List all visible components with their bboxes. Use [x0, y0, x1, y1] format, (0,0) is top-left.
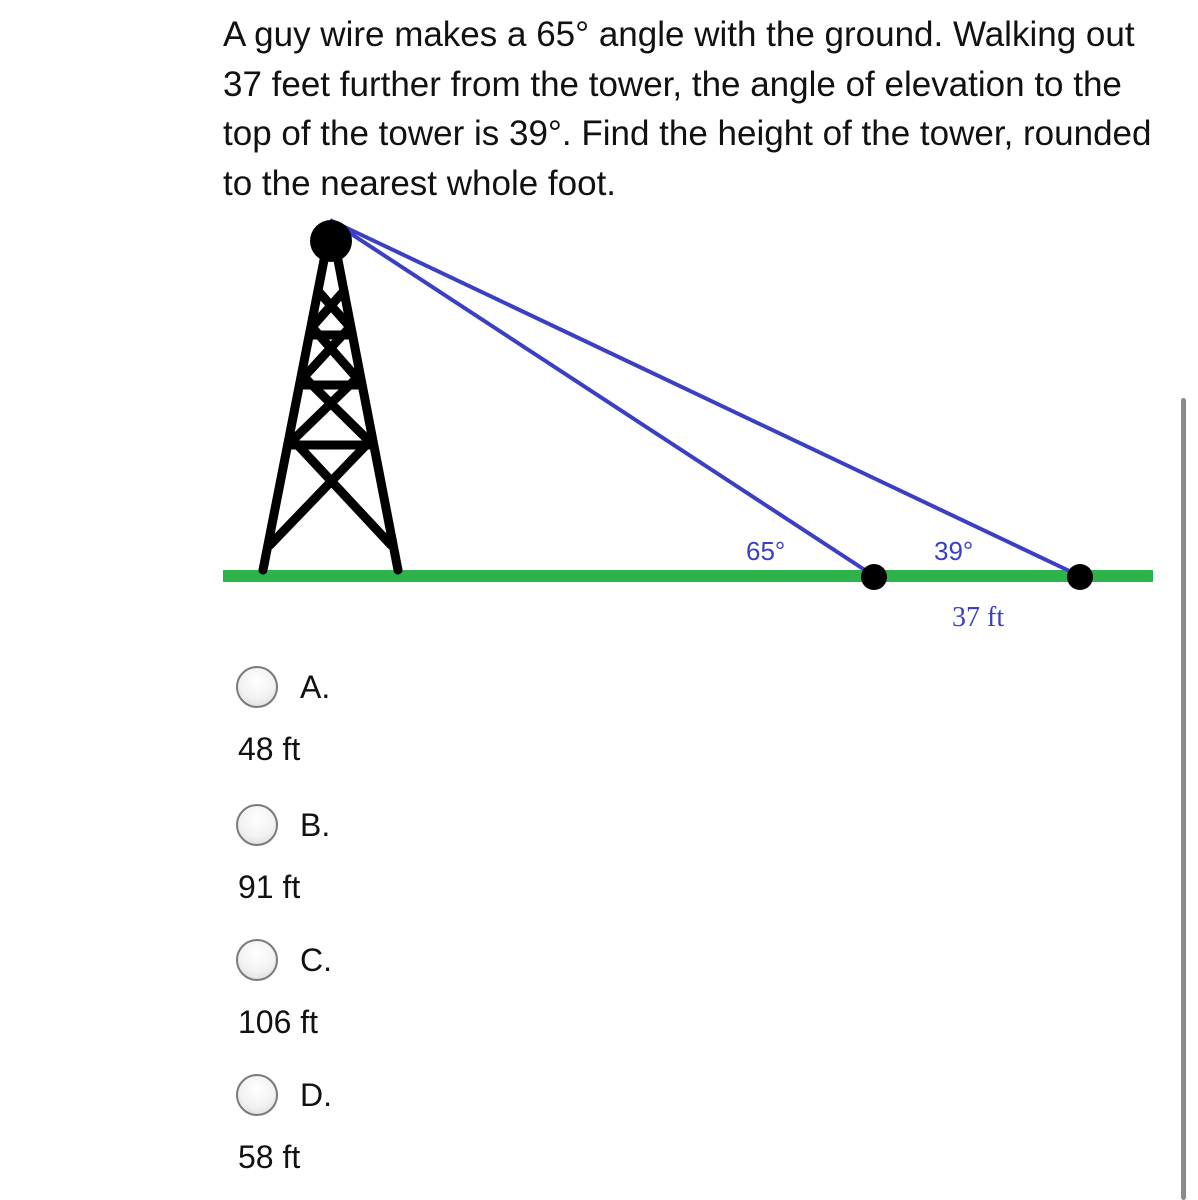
radio-button-d[interactable]	[236, 1074, 278, 1116]
point-near	[861, 564, 887, 590]
option-c-letter: C.	[300, 942, 332, 978]
option-c-answer: 106 ft	[238, 1004, 319, 1040]
guy-wires	[330, 220, 1080, 576]
tower-icon	[263, 255, 398, 570]
wire-65	[330, 220, 874, 576]
option-a-answer: 48 ft	[238, 731, 301, 767]
option-b[interactable]	[236, 804, 636, 924]
option-d[interactable]	[236, 1074, 636, 1194]
angle-39-label: 39°	[934, 536, 974, 566]
distance-label: 37 ft	[952, 602, 1005, 633]
angle-65-label: 65°	[746, 536, 786, 566]
radio-button-b[interactable]	[236, 804, 278, 846]
option-d-letter: D.	[300, 1077, 332, 1113]
option-b-answer: 91 ft	[238, 869, 301, 905]
option-a[interactable]	[236, 666, 636, 786]
wire-39	[330, 220, 1080, 576]
scrollbar[interactable]	[1181, 398, 1186, 1200]
question-text: A guy wire makes a 65° angle with the ground. Walking out 37 feet further from the tower, the angle of elevation to the top of the tower is 39°. Find the height of the tower, rounded to the nearest whole foot.	[223, 15, 1152, 203]
option-d-answer: 58 ft	[238, 1139, 301, 1175]
option-a-letter: A.	[300, 669, 331, 705]
option-c[interactable]	[236, 939, 636, 1059]
option-b-letter: B.	[300, 807, 331, 843]
point-far	[1067, 564, 1093, 590]
radio-button-a[interactable]	[236, 666, 278, 708]
radio-button-c[interactable]	[236, 939, 278, 981]
tower-top-dot	[310, 220, 352, 262]
